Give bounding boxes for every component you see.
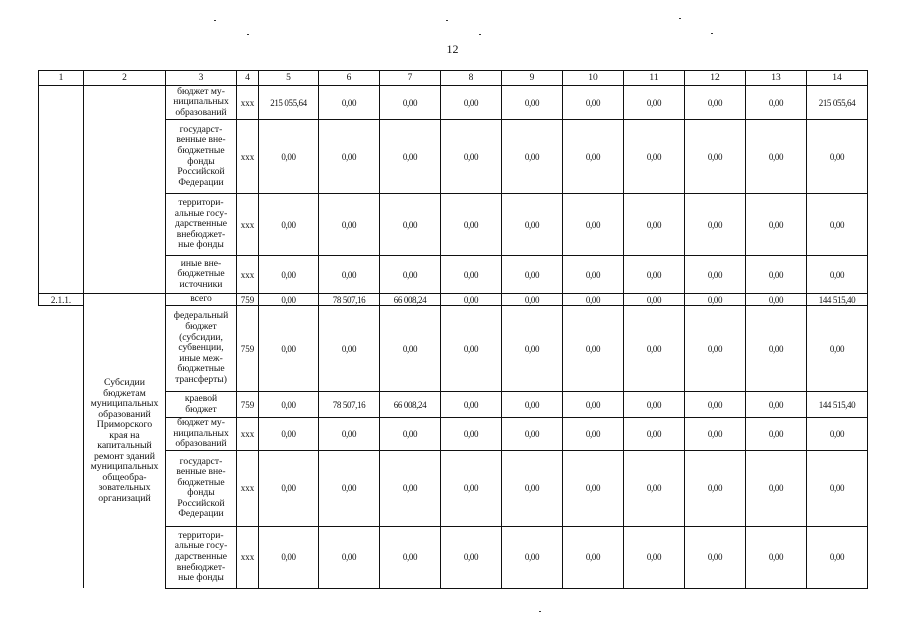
amount-cell: 0,00 <box>563 120 624 194</box>
amount-cell: 0,00 <box>441 306 502 392</box>
amount-cell: 0,00 <box>563 256 624 294</box>
amount-cell: 0,00 <box>624 450 685 526</box>
amount-cell: 0,00 <box>380 120 441 194</box>
amount-cell: 0,00 <box>685 294 746 306</box>
amount-cell: 0,00 <box>319 526 380 588</box>
amount-cell: 66 008,24 <box>380 294 441 306</box>
budget-code: 759 <box>237 306 259 392</box>
amount-cell: 0,00 <box>380 418 441 451</box>
column-header: 14 <box>807 71 868 86</box>
amount-cell: 78 507,16 <box>319 392 380 418</box>
amount-cell: 0,00 <box>441 256 502 294</box>
amount-cell: 0,00 <box>259 294 319 306</box>
amount-cell: 0,00 <box>441 86 502 120</box>
amount-cell: 0,00 <box>807 120 868 194</box>
amount-cell: 0,00 <box>807 526 868 588</box>
budget-table <box>38 70 868 589</box>
item-number-cell <box>39 86 84 294</box>
funding-source: бюджет му- ниципальных образований <box>166 418 237 451</box>
funding-source: бюджет му- ниципальных образований <box>166 86 237 120</box>
amount-cell: 0,00 <box>685 392 746 418</box>
scan-speck <box>247 34 249 35</box>
column-header: 12 <box>685 71 746 86</box>
amount-cell: 0,00 <box>259 418 319 451</box>
column-header: 3 <box>166 71 237 86</box>
amount-cell: 0,00 <box>563 194 624 256</box>
amount-cell: 0,00 <box>259 450 319 526</box>
amount-cell: 0,00 <box>502 392 563 418</box>
amount-cell: 0,00 <box>502 294 563 306</box>
amount-cell: 0,00 <box>685 194 746 256</box>
amount-cell: 0,00 <box>380 450 441 526</box>
amount-cell: 0,00 <box>685 256 746 294</box>
funding-source: краевой бюджет <box>166 392 237 418</box>
amount-cell: 0,00 <box>746 306 807 392</box>
amount-cell: 0,00 <box>502 194 563 256</box>
amount-cell: 0,00 <box>441 392 502 418</box>
amount-cell: 0,00 <box>441 450 502 526</box>
budget-code: xxx <box>237 526 259 588</box>
amount-cell: 144 515,40 <box>807 392 868 418</box>
scan-speck <box>679 18 681 19</box>
item-name-cell <box>84 86 166 294</box>
amount-cell: 144 515,40 <box>807 294 868 306</box>
amount-cell: 0,00 <box>807 306 868 392</box>
scan-speck <box>446 20 448 21</box>
budget-code: xxx <box>237 120 259 194</box>
amount-cell: 0,00 <box>746 194 807 256</box>
amount-cell: 0,00 <box>319 450 380 526</box>
amount-cell: 0,00 <box>746 86 807 120</box>
amount-cell: 78 507,16 <box>319 294 380 306</box>
amount-cell: 0,00 <box>259 256 319 294</box>
column-header: 9 <box>502 71 563 86</box>
amount-cell: 0,00 <box>624 194 685 256</box>
amount-cell: 0,00 <box>319 120 380 194</box>
amount-cell: 0,00 <box>563 418 624 451</box>
budget-code: xxx <box>237 86 259 120</box>
amount-cell: 0,00 <box>502 256 563 294</box>
amount-cell: 0,00 <box>624 294 685 306</box>
amount-cell: 0,00 <box>380 306 441 392</box>
funding-source: государст- венные вне- бюджетные фонды Российской Федерации <box>166 450 237 526</box>
budget-code: xxx <box>237 194 259 256</box>
amount-cell: 0,00 <box>746 450 807 526</box>
column-header: 13 <box>746 71 807 86</box>
amount-cell: 0,00 <box>259 194 319 256</box>
funding-source: всего <box>166 294 237 306</box>
amount-cell: 0,00 <box>746 418 807 451</box>
amount-cell: 215 055,64 <box>807 86 868 120</box>
budget-code: 759 <box>237 294 259 306</box>
table-row <box>39 294 868 306</box>
amount-cell: 0,00 <box>319 418 380 451</box>
scan-speck <box>214 20 216 21</box>
amount-cell: 0,00 <box>685 418 746 451</box>
budget-code: xxx <box>237 418 259 451</box>
amount-cell: 0,00 <box>624 306 685 392</box>
amount-cell: 0,00 <box>807 418 868 451</box>
column-header: 1 <box>39 71 84 86</box>
table-row <box>39 86 868 120</box>
amount-cell: 0,00 <box>563 86 624 120</box>
amount-cell: 0,00 <box>502 526 563 588</box>
scan-speck <box>479 34 481 35</box>
amount-cell: 0,00 <box>563 294 624 306</box>
amount-cell: 0,00 <box>685 526 746 588</box>
column-header: 8 <box>441 71 502 86</box>
empty-number-cell <box>39 306 84 589</box>
funding-source: территори- альные госу- дарственные внебюджет- ные фонды <box>166 526 237 588</box>
amount-cell: 0,00 <box>624 86 685 120</box>
amount-cell: 0,00 <box>746 392 807 418</box>
item-name: Субсидии бюджетам муниципальных образований Приморского края на капитальный ремонт зданий муниципальных общеобра- зовательных организаций <box>84 294 166 589</box>
amount-cell: 0,00 <box>624 526 685 588</box>
amount-cell: 0,00 <box>319 194 380 256</box>
amount-cell: 0,00 <box>380 86 441 120</box>
amount-cell: 0,00 <box>685 450 746 526</box>
amount-cell: 0,00 <box>441 294 502 306</box>
amount-cell: 66 008,24 <box>380 392 441 418</box>
funding-source: территори- альные госу- дарственные внебюджет- ные фонды <box>166 194 237 256</box>
amount-cell: 0,00 <box>319 86 380 120</box>
column-header: 10 <box>563 71 624 86</box>
amount-cell: 0,00 <box>441 418 502 451</box>
amount-cell: 0,00 <box>563 526 624 588</box>
amount-cell: 0,00 <box>624 120 685 194</box>
amount-cell: 0,00 <box>502 306 563 392</box>
amount-cell: 0,00 <box>563 306 624 392</box>
scan-speck <box>711 33 713 34</box>
amount-cell: 0,00 <box>441 526 502 588</box>
page-number: 12 <box>446 42 459 56</box>
amount-cell: 0,00 <box>319 256 380 294</box>
amount-cell: 0,00 <box>502 120 563 194</box>
amount-cell: 0,00 <box>685 120 746 194</box>
column-header: 2 <box>84 71 166 86</box>
amount-cell: 0,00 <box>746 526 807 588</box>
amount-cell: 0,00 <box>380 194 441 256</box>
amount-cell: 0,00 <box>685 306 746 392</box>
amount-cell: 0,00 <box>502 450 563 526</box>
amount-cell: 0,00 <box>563 450 624 526</box>
amount-cell: 0,00 <box>502 86 563 120</box>
amount-cell: 0,00 <box>319 306 380 392</box>
column-header: 7 <box>380 71 441 86</box>
amount-cell: 0,00 <box>441 194 502 256</box>
budget-code: 759 <box>237 392 259 418</box>
amount-cell: 0,00 <box>685 86 746 120</box>
funding-source: федеральный бюджет (субсидии, субвенции, иные меж- бюджетные трансферты) <box>166 306 237 392</box>
amount-cell: 0,00 <box>746 294 807 306</box>
amount-cell: 0,00 <box>746 256 807 294</box>
amount-cell: 0,00 <box>259 306 319 392</box>
column-header: 5 <box>259 71 319 86</box>
amount-cell: 0,00 <box>502 418 563 451</box>
scan-speck <box>539 611 541 612</box>
funding-source: государст- венные вне- бюджетные фонды Российской Федерации <box>166 120 237 194</box>
amount-cell: 0,00 <box>746 120 807 194</box>
column-header: 6 <box>319 71 380 86</box>
amount-cell: 0,00 <box>259 392 319 418</box>
amount-cell: 0,00 <box>807 194 868 256</box>
amount-cell: 0,00 <box>259 120 319 194</box>
amount-cell: 0,00 <box>624 256 685 294</box>
table-body <box>39 71 868 589</box>
amount-cell: 0,00 <box>259 526 319 588</box>
amount-cell: 0,00 <box>624 418 685 451</box>
amount-cell: 0,00 <box>380 526 441 588</box>
budget-code: xxx <box>237 256 259 294</box>
column-header: 4 <box>237 71 259 86</box>
amount-cell: 0,00 <box>563 392 624 418</box>
funding-source: иные вне- бюджетные источники <box>166 256 237 294</box>
column-header: 11 <box>624 71 685 86</box>
amount-cell: 0,00 <box>807 450 868 526</box>
amount-cell: 0,00 <box>807 256 868 294</box>
budget-code: xxx <box>237 450 259 526</box>
amount-cell: 0,00 <box>380 256 441 294</box>
item-number: 2.1.1. <box>39 294 84 306</box>
amount-cell: 0,00 <box>624 392 685 418</box>
amount-cell: 215 055,64 <box>259 86 319 120</box>
header-row <box>39 71 868 86</box>
amount-cell: 0,00 <box>441 120 502 194</box>
